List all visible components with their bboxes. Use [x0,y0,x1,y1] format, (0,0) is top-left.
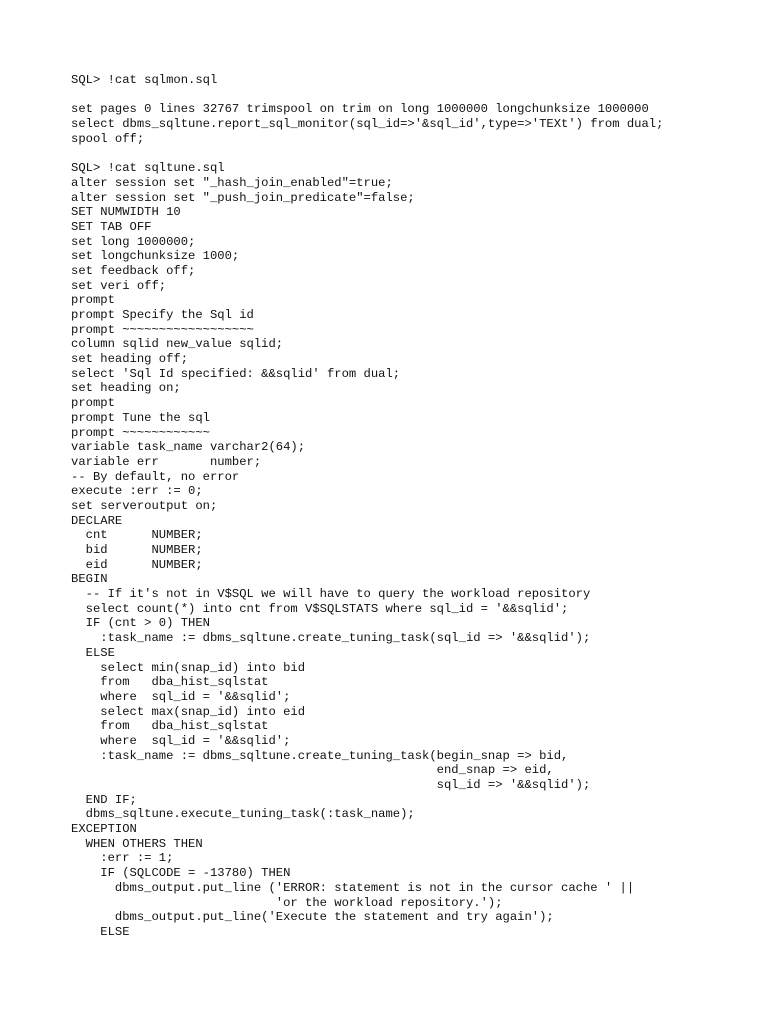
code-line: dbms_sqltune.execute_tuning_task(:task_name); [71,807,415,822]
code-line: select 'Sql Id specified: &&sqlid' from dual; [71,366,401,381]
code-line: END IF; [71,792,137,807]
code-line: SET NUMWIDTH 10 [71,205,181,220]
code-line: alter session set "_hash_join_enabled"=true; [71,175,393,190]
code-line: select count(*) into cnt from V$SQLSTATS where sql_id = '&&sqlid'; [71,601,569,616]
code-line: 'or the workload repository.'); [71,895,503,910]
code-line: prompt [71,396,115,411]
code-line: select min(snap_id) into bid [71,660,306,675]
code-line [71,88,761,103]
code-line: set pages 0 lines 32767 trimspool on trim on long 1000000 longchunksize 1000000 [71,102,649,117]
code-line: ELSE [71,645,115,660]
code-line: IF (SQLCODE = -13780) THEN [71,866,291,881]
code-line: prompt Specify the Sql id [71,308,254,322]
code-line: column sqlid new_value sqlid; [71,337,284,352]
code-line: SQL> !cat sqltune.sql [71,161,225,176]
code-line: dbms_output.put_line('Execute the statement and try again'); [71,910,554,925]
code-line: set longchunksize 1000; [71,249,240,264]
code-line: -- By default, no error [71,469,240,484]
code-line: EXCEPTION [71,822,137,837]
code-line: bid NUMBER; [71,543,203,557]
code-line: set heading off; [71,352,189,367]
code-line: DECLARE [71,513,123,528]
code-line: alter session set "_push_join_predicate"=false; [71,190,415,205]
code-line: spool off; [71,131,145,146]
code-line: from dba_hist_sqlstat [71,675,269,690]
code-line: set heading on; [71,381,181,396]
code-line: execute :err := 0; [71,484,203,499]
code-line: select dbms_sqltune.report_sql_monitor(sql_id=>'&sql_id',type=>'TEXt') from dual; [71,117,664,132]
code-line: SQL> !cat sqlmon.sql [71,73,218,87]
code-line: sql_id => '&&sqlid'); [71,778,591,792]
code-line: set serveroutput on; [71,498,218,513]
code-line: set veri off; [71,278,167,293]
code-line: prompt ~~~~~~~~~~~~~~~~~~ [71,322,254,337]
code-line: prompt [71,293,115,308]
code-line: where sql_id = '&&sqlid'; [71,733,291,748]
code-line: :task_name := dbms_sqltune.create_tuning_task(begin_snap => bid, [71,748,569,763]
code-line: set long 1000000; [71,234,196,249]
code-line: variable err number; [71,454,262,469]
code-line: :err := 1; [71,851,174,866]
code-line: ELSE [71,924,130,939]
code-line: eid NUMBER; [71,557,203,572]
code-line: prompt ~~~~~~~~~~~~ [71,425,210,440]
code-line: set feedback off; [71,263,196,278]
code-line: prompt Tune the sql [71,410,210,425]
code-line: dbms_output.put_line ('ERROR: statement is not in the cursor cache ' || [71,880,635,895]
code-line: from dba_hist_sqlstat [71,719,269,734]
code-line: -- If it's not in V$SQL we will have to query the workload repository [71,587,591,602]
code-line: SET TAB OFF [71,219,152,234]
sql-script-listing [71,73,761,940]
code-line: variable task_name varchar2(64); [71,440,306,455]
code-line: cnt NUMBER; [71,528,203,543]
code-line: where sql_id = '&&sqlid'; [71,689,291,704]
code-line: select max(snap_id) into eid [71,704,306,719]
code-line: end_snap => eid, [71,763,554,778]
code-line [71,146,761,161]
code-line: :task_name := dbms_sqltune.create_tuning_task(sql_id => '&&sqlid'); [71,631,591,646]
code-line: BEGIN [71,572,108,587]
code-line: IF (cnt > 0) THEN [71,616,210,631]
code-line: WHEN OTHERS THEN [71,836,203,851]
